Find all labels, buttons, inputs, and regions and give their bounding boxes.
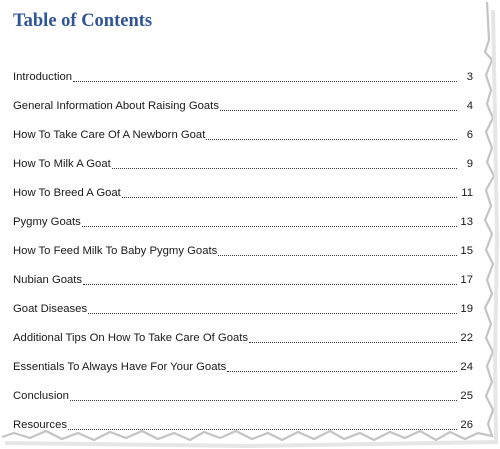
toc-entry-page: 3	[466, 71, 473, 83]
toc-entry-page: 22	[460, 332, 473, 344]
toc-entry-additional-tips[interactable]	[13, 316, 473, 345]
dot-leader	[249, 342, 457, 343]
toc-entry-breed-a-goat[interactable]	[13, 171, 473, 200]
toc-entry-introduction[interactable]	[13, 55, 473, 84]
toc-entry-label: Resources	[13, 419, 67, 431]
toc-entry-page: 13	[460, 216, 473, 228]
toc-entry-page: 19	[460, 303, 473, 315]
toc-entry-essentials[interactable]	[13, 345, 473, 374]
toc-entry-label: Nubian Goats	[13, 274, 83, 286]
toc-content	[13, 10, 473, 431]
toc-list	[13, 55, 473, 432]
dot-leader	[220, 110, 457, 111]
toc-entry-page: 25	[460, 390, 473, 402]
dot-leader	[112, 168, 457, 169]
dot-leader	[73, 81, 457, 82]
toc-entry-page: 17	[460, 274, 473, 286]
dot-leader	[227, 371, 457, 372]
dot-leader	[70, 400, 457, 401]
toc-entry-label: Goat Diseases	[13, 303, 88, 315]
toc-entry-page: 6	[466, 129, 473, 141]
toc-entry-page: 26	[460, 419, 473, 431]
toc-entry-label: How To Take Care Of A Newborn Goat	[13, 129, 206, 141]
toc-entry-label: Conclusion	[13, 390, 69, 402]
dot-leader	[122, 197, 457, 198]
toc-entry-page: 15	[460, 245, 473, 257]
toc-entry-resources[interactable]	[13, 403, 473, 432]
toc-entry-page: 9	[466, 158, 473, 170]
toc-entry-page: 11	[461, 187, 473, 199]
dot-leader	[88, 313, 457, 314]
dot-leader	[83, 284, 457, 285]
toc-entry-label: Introduction	[13, 71, 73, 83]
toc-entry-milk-a-goat[interactable]	[13, 142, 473, 171]
dot-leader	[218, 255, 457, 256]
dot-leader	[206, 139, 457, 140]
toc-entry-label: Essentials To Always Have For Your Goats	[13, 361, 227, 373]
toc-entry-newborn-goat[interactable]	[13, 113, 473, 142]
toc-entry-label: How To Breed A Goat	[13, 187, 121, 199]
toc-entry-page: 4	[466, 100, 473, 112]
toc-entry-page: 24	[460, 361, 473, 373]
toc-entry-nubian-goats[interactable]	[13, 258, 473, 287]
toc-entry-label: Pygmy Goats	[13, 216, 81, 228]
toc-entry-general-information[interactable]	[13, 84, 473, 113]
toc-entry-label: General Information About Raising Goats	[13, 100, 219, 112]
toc-entry-label: How To Milk A Goat	[13, 158, 111, 170]
toc-heading: Table of Contents	[13, 11, 153, 31]
toc-entry-label: Additional Tips On How To Take Care Of Goats	[13, 332, 249, 344]
toc-entry-label: How To Feed Milk To Baby Pygmy Goats	[13, 245, 218, 257]
toc-entry-pygmy-goats[interactable]	[13, 200, 473, 229]
dot-leader	[82, 226, 457, 227]
dot-leader	[68, 429, 457, 430]
toc-entry-goat-diseases[interactable]	[13, 287, 473, 316]
toc-entry-conclusion[interactable]	[13, 374, 473, 403]
toc-entry-feed-milk-baby-pygmy[interactable]	[13, 229, 473, 258]
